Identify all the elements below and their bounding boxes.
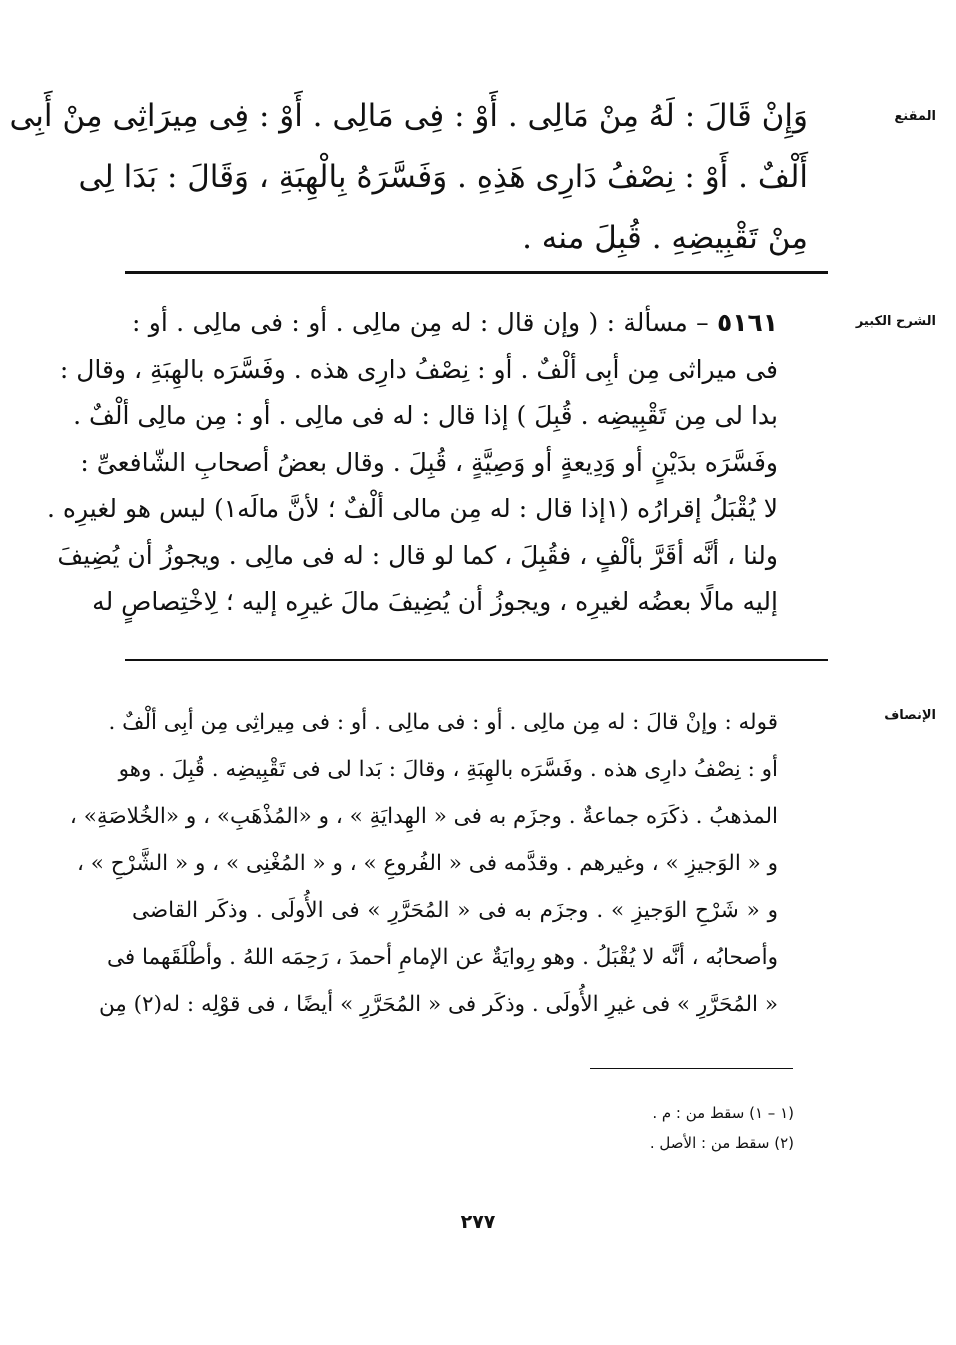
sharh-line-5: لا يُقْبَلُ إقرارُه (١إذا قال : له مِن مالى ألْفٌ ؛ لأنَّ مالَه١) ليس هو لغيرِه .: [47, 494, 778, 523]
sharh-line-3: بدا لى مِن تَقْبِيضِه . قُبِلَ ) إذا قال : له فى مالِى . أو : مِن مالِى ألْفٌ .: [73, 401, 778, 430]
insaf-line-5: و « شَرْحِ الوَجيزِ » . وجزَم به فى « المُحَرَّرِ » فى الأُولَى . وذكَر القاضى: [132, 898, 778, 923]
insaf-line-3: المذهبُ . ذكَرَه جماعةٌ . وجزَم به فى « الهِدايَةِ » ، و «المُذْهَبِ» ، و «الخُلاصَةِ» ،: [69, 804, 778, 829]
sharh-line-6: ولنا ، أنَّه أقَرَّ بألْفٍ ، فقُبِلَ ، كما لو قال : له فى مالِى . ويجوزُ أن يُضِيفَ: [57, 540, 778, 570]
footnote-separator: [590, 1068, 793, 1069]
section-label-insaf: الإنصاف: [884, 708, 936, 723]
issue-number: ٥١٦١: [716, 308, 778, 337]
insaf-line-2: أو : نِصْفُ دارِى هذه . وفَسَّرَه بالهِبَةِ ، وقالَ : بَدا لى فى تَقْبِيضِه . قُبِلَ . وهو: [118, 757, 778, 782]
sharh-kabir-text-block: [47, 300, 778, 626]
muqni-line-2: أَلْفٌ . أَوْ : نِصْفُ دَارِى هَذِهِ . وَفَسَّرَهُ بِالْهِبَةِ ، وَقَالَ : بَدَا لِى: [78, 159, 808, 195]
section-divider-1: [125, 271, 828, 274]
footnote-1: (١ – ١) سقط من : م .: [652, 1104, 794, 1122]
section-label-sharh-kabir: الشرح الكبير: [855, 314, 936, 329]
section-label-muqni: المقنع: [894, 109, 936, 124]
muqni-text-block: [9, 86, 808, 269]
muqni-line-1: وَإِنْ قَالَ : لَهُ مِنْ مَالِى . أَوْ : فِى مَالِى . أَوْ : فِى مِيرَاثِى مِنْ أَبِى: [9, 98, 808, 134]
insaf-line-6: وأصحابُه ، أنَّه لا يُقْبَلُ . وهو رِوايَةٌ عن الإمامِ أحمدَ ، رَحِمَه اللهُ . وأطْلَقَهما فى: [106, 945, 778, 970]
footnote-2: (٢) سقط من : الأصل .: [649, 1134, 794, 1152]
sharh-line-1-text: – مسألة : ( وإن قال : له مِن مالِى . أو : فى مالِى . أو :: [132, 308, 709, 337]
sharh-line-4: وفَسَّرَه بدَيْنٍ أو وَدِيعةٍ أو وَصِيَّةٍ ، قُبِلَ . وقال بعضُ أصحابِ الشّافعىِّ :: [80, 447, 778, 477]
sharh-line-7: إليه مالًا بعضُه لغيرِه ، ويجوزُ أن يُضِيفَ مالَ غيرِه إليه ؛ لِاخْتِصاصٍ له: [92, 587, 778, 616]
insaf-text-block: [69, 699, 778, 1028]
page-number: ٢٧٧: [460, 1211, 496, 1233]
sharh-line-2: فى ميراثى مِن أبِى ألْفٌ . أو : نِصْفُ دارِى هذه . وفَسَّرَه بالهِبَةِ ، وقال :: [59, 354, 778, 384]
section-divider-2: [125, 659, 828, 661]
insaf-line-1: قوله : وإنْ قالَ : له مِن مالِى . أو : فى مالِى . أو : فى مِيراثِى مِن أبِى ألْفٌ .: [108, 710, 778, 735]
insaf-line-7: « المُحَرَّرِ » فى غيرِ الأُولَى . وذكَر فى « المُحَرَّرِ » أيضًا ، فى قوْلِه : له(٢) مِن: [98, 992, 778, 1017]
insaf-line-4: و « الوَجيزِ » ، وغيرهم . وقدَّمه فى « الفُروعِ » ، و « المُغْنِى » ، و « الشَّرْحِ » ،: [76, 851, 778, 876]
sharh-line-1: [132, 300, 778, 347]
footnotes: [650, 1098, 794, 1158]
muqni-line-3: مِنْ تَقْبِيضِهِ . قُبِلَ منه .: [522, 220, 808, 256]
